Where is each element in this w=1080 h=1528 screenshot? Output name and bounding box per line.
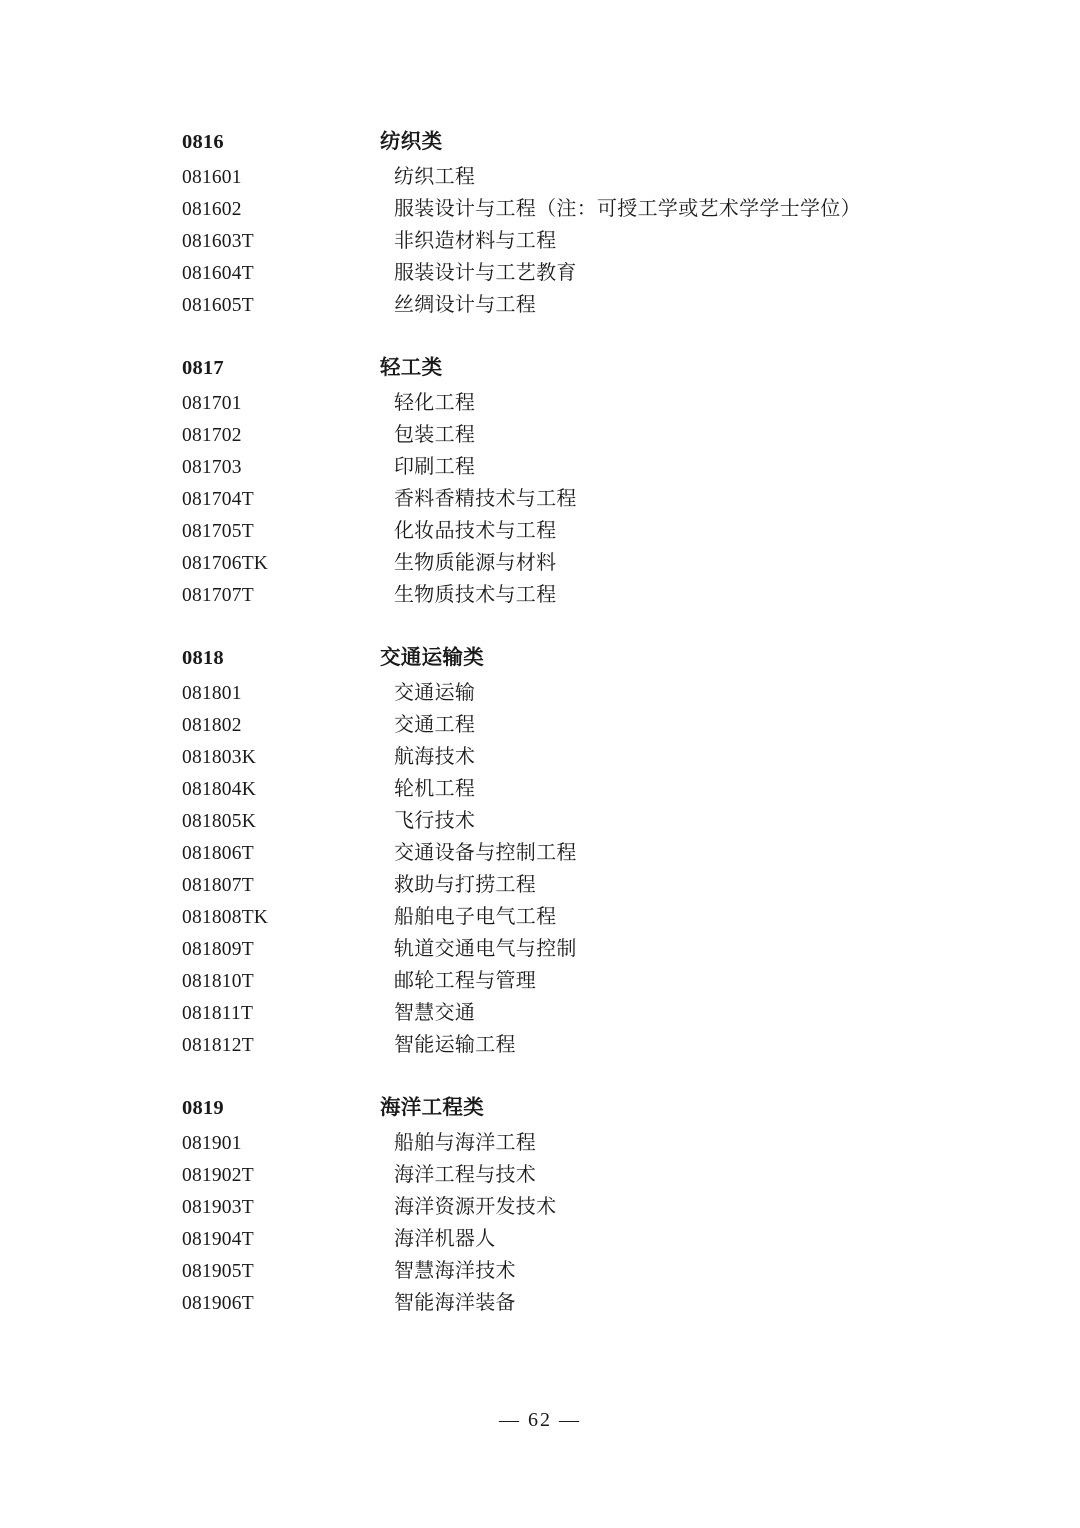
- major-name: 生物质技术与工程: [394, 584, 557, 606]
- major-name: 纺织工程: [394, 166, 476, 188]
- major-name: 智能运输工程: [394, 1034, 516, 1056]
- major-name: 智能海洋装备: [394, 1292, 516, 1314]
- major-name: 海洋资源开发技术: [394, 1196, 557, 1218]
- major-code: 081812T: [182, 1035, 254, 1056]
- page-number: — 62 —: [499, 1409, 581, 1431]
- major-code: 081808TK: [182, 907, 269, 928]
- major-name: 邮轮工程与管理: [394, 970, 537, 992]
- major-name: 非织造材料与工程: [394, 230, 557, 252]
- major-code: 081801: [182, 683, 242, 704]
- major-row: [182, 193, 960, 225]
- category-header-row: [182, 351, 960, 385]
- major-row: [182, 869, 960, 901]
- major-row: [182, 451, 960, 483]
- major-name: 丝绸设计与工程: [394, 294, 537, 316]
- major-code: 081604T: [182, 263, 254, 284]
- major-name: 印刷工程: [394, 456, 476, 478]
- major-row: [182, 1255, 960, 1287]
- major-name: 船舶与海洋工程: [394, 1132, 537, 1154]
- major-row: [182, 579, 960, 611]
- major-row: [182, 419, 960, 451]
- major-row: [182, 709, 960, 741]
- page-footer: [0, 1409, 1080, 1432]
- major-code: 081804K: [182, 779, 256, 800]
- major-category-list: [182, 125, 960, 1319]
- major-code: 081703: [182, 457, 242, 478]
- major-name: 救助与打捞工程: [394, 874, 537, 896]
- major-code: 081904T: [182, 1229, 254, 1250]
- major-code: 081906T: [182, 1293, 254, 1314]
- major-row: [182, 741, 960, 773]
- major-code: 081701: [182, 393, 242, 414]
- major-category-group: [182, 1091, 960, 1319]
- category-header-row: [182, 125, 960, 159]
- major-code: 081810T: [182, 971, 254, 992]
- major-name: 海洋机器人: [394, 1228, 496, 1250]
- major-name: 交通设备与控制工程: [394, 842, 577, 864]
- major-code: 081901: [182, 1133, 242, 1154]
- major-name: 海洋工程与技术: [394, 1164, 537, 1186]
- category-name: 纺织类: [380, 131, 443, 153]
- major-row: [182, 225, 960, 257]
- major-code: 081809T: [182, 939, 254, 960]
- major-row: [182, 1127, 960, 1159]
- major-name: 生物质能源与材料: [394, 552, 557, 574]
- major-name: 服装设计与工艺教育: [394, 262, 577, 284]
- major-code: 081807T: [182, 875, 254, 896]
- category-code: 0818: [182, 647, 224, 669]
- category-code: 0819: [182, 1097, 224, 1119]
- category-name: 海洋工程类: [380, 1097, 484, 1119]
- major-name: 航海技术: [394, 746, 476, 768]
- major-row: [182, 997, 960, 1029]
- major-row: [182, 483, 960, 515]
- major-row: [182, 257, 960, 289]
- major-code: 081707T: [182, 585, 254, 606]
- major-name: 交通运输: [394, 682, 476, 704]
- major-row: [182, 773, 960, 805]
- major-code: 081802: [182, 715, 242, 736]
- major-code: 081706TK: [182, 553, 269, 574]
- major-code: 081702: [182, 425, 242, 446]
- major-code: 081705T: [182, 521, 254, 542]
- major-name: 化妆品技术与工程: [394, 520, 557, 542]
- category-name: 轻工类: [380, 357, 443, 379]
- major-code: 081806T: [182, 843, 254, 864]
- category-code: 0816: [182, 131, 224, 153]
- major-row: [182, 1287, 960, 1319]
- major-code: 081704T: [182, 489, 254, 510]
- category-header-row: [182, 1091, 960, 1125]
- major-code: 081603T: [182, 231, 254, 252]
- major-name: 香料香精技术与工程: [394, 488, 577, 510]
- major-row: [182, 837, 960, 869]
- major-name: 交通工程: [394, 714, 476, 736]
- major-name: 轮机工程: [394, 778, 476, 800]
- major-row: [182, 547, 960, 579]
- major-name: 轨道交通电气与控制: [394, 938, 577, 960]
- major-row: [182, 161, 960, 193]
- major-name: 智慧海洋技术: [394, 1260, 516, 1282]
- major-row: [182, 933, 960, 965]
- major-code: 081601: [182, 167, 242, 188]
- major-category-group: [182, 125, 960, 321]
- major-name: 轻化工程: [394, 392, 476, 414]
- major-code: 081602: [182, 199, 242, 220]
- major-row: [182, 387, 960, 419]
- major-row: [182, 289, 960, 321]
- major-row: [182, 1159, 960, 1191]
- major-name: 智慧交通: [394, 1002, 476, 1024]
- major-name: 船舶电子电气工程: [394, 906, 557, 928]
- major-name: 包装工程: [394, 424, 476, 446]
- major-row: [182, 1029, 960, 1061]
- major-row: [182, 1223, 960, 1255]
- major-code: 081905T: [182, 1261, 254, 1282]
- category-code: 0817: [182, 357, 224, 379]
- major-row: [182, 677, 960, 709]
- major-row: [182, 965, 960, 997]
- major-code: 081805K: [182, 811, 256, 832]
- major-category-group: [182, 351, 960, 611]
- major-row: [182, 1191, 960, 1223]
- major-name: 服装设计与工程（注：可授工学或艺术学学士学位）: [394, 198, 861, 220]
- major-code: 081811T: [182, 1003, 254, 1024]
- major-code: 081803K: [182, 747, 256, 768]
- major-code: 081902T: [182, 1165, 254, 1186]
- major-name: 飞行技术: [394, 810, 476, 832]
- major-row: [182, 901, 960, 933]
- major-row: [182, 515, 960, 547]
- major-category-group: [182, 641, 960, 1061]
- major-code: 081605T: [182, 295, 254, 316]
- category-header-row: [182, 641, 960, 675]
- major-code: 081903T: [182, 1197, 254, 1218]
- major-row: [182, 805, 960, 837]
- category-name: 交通运输类: [380, 647, 484, 669]
